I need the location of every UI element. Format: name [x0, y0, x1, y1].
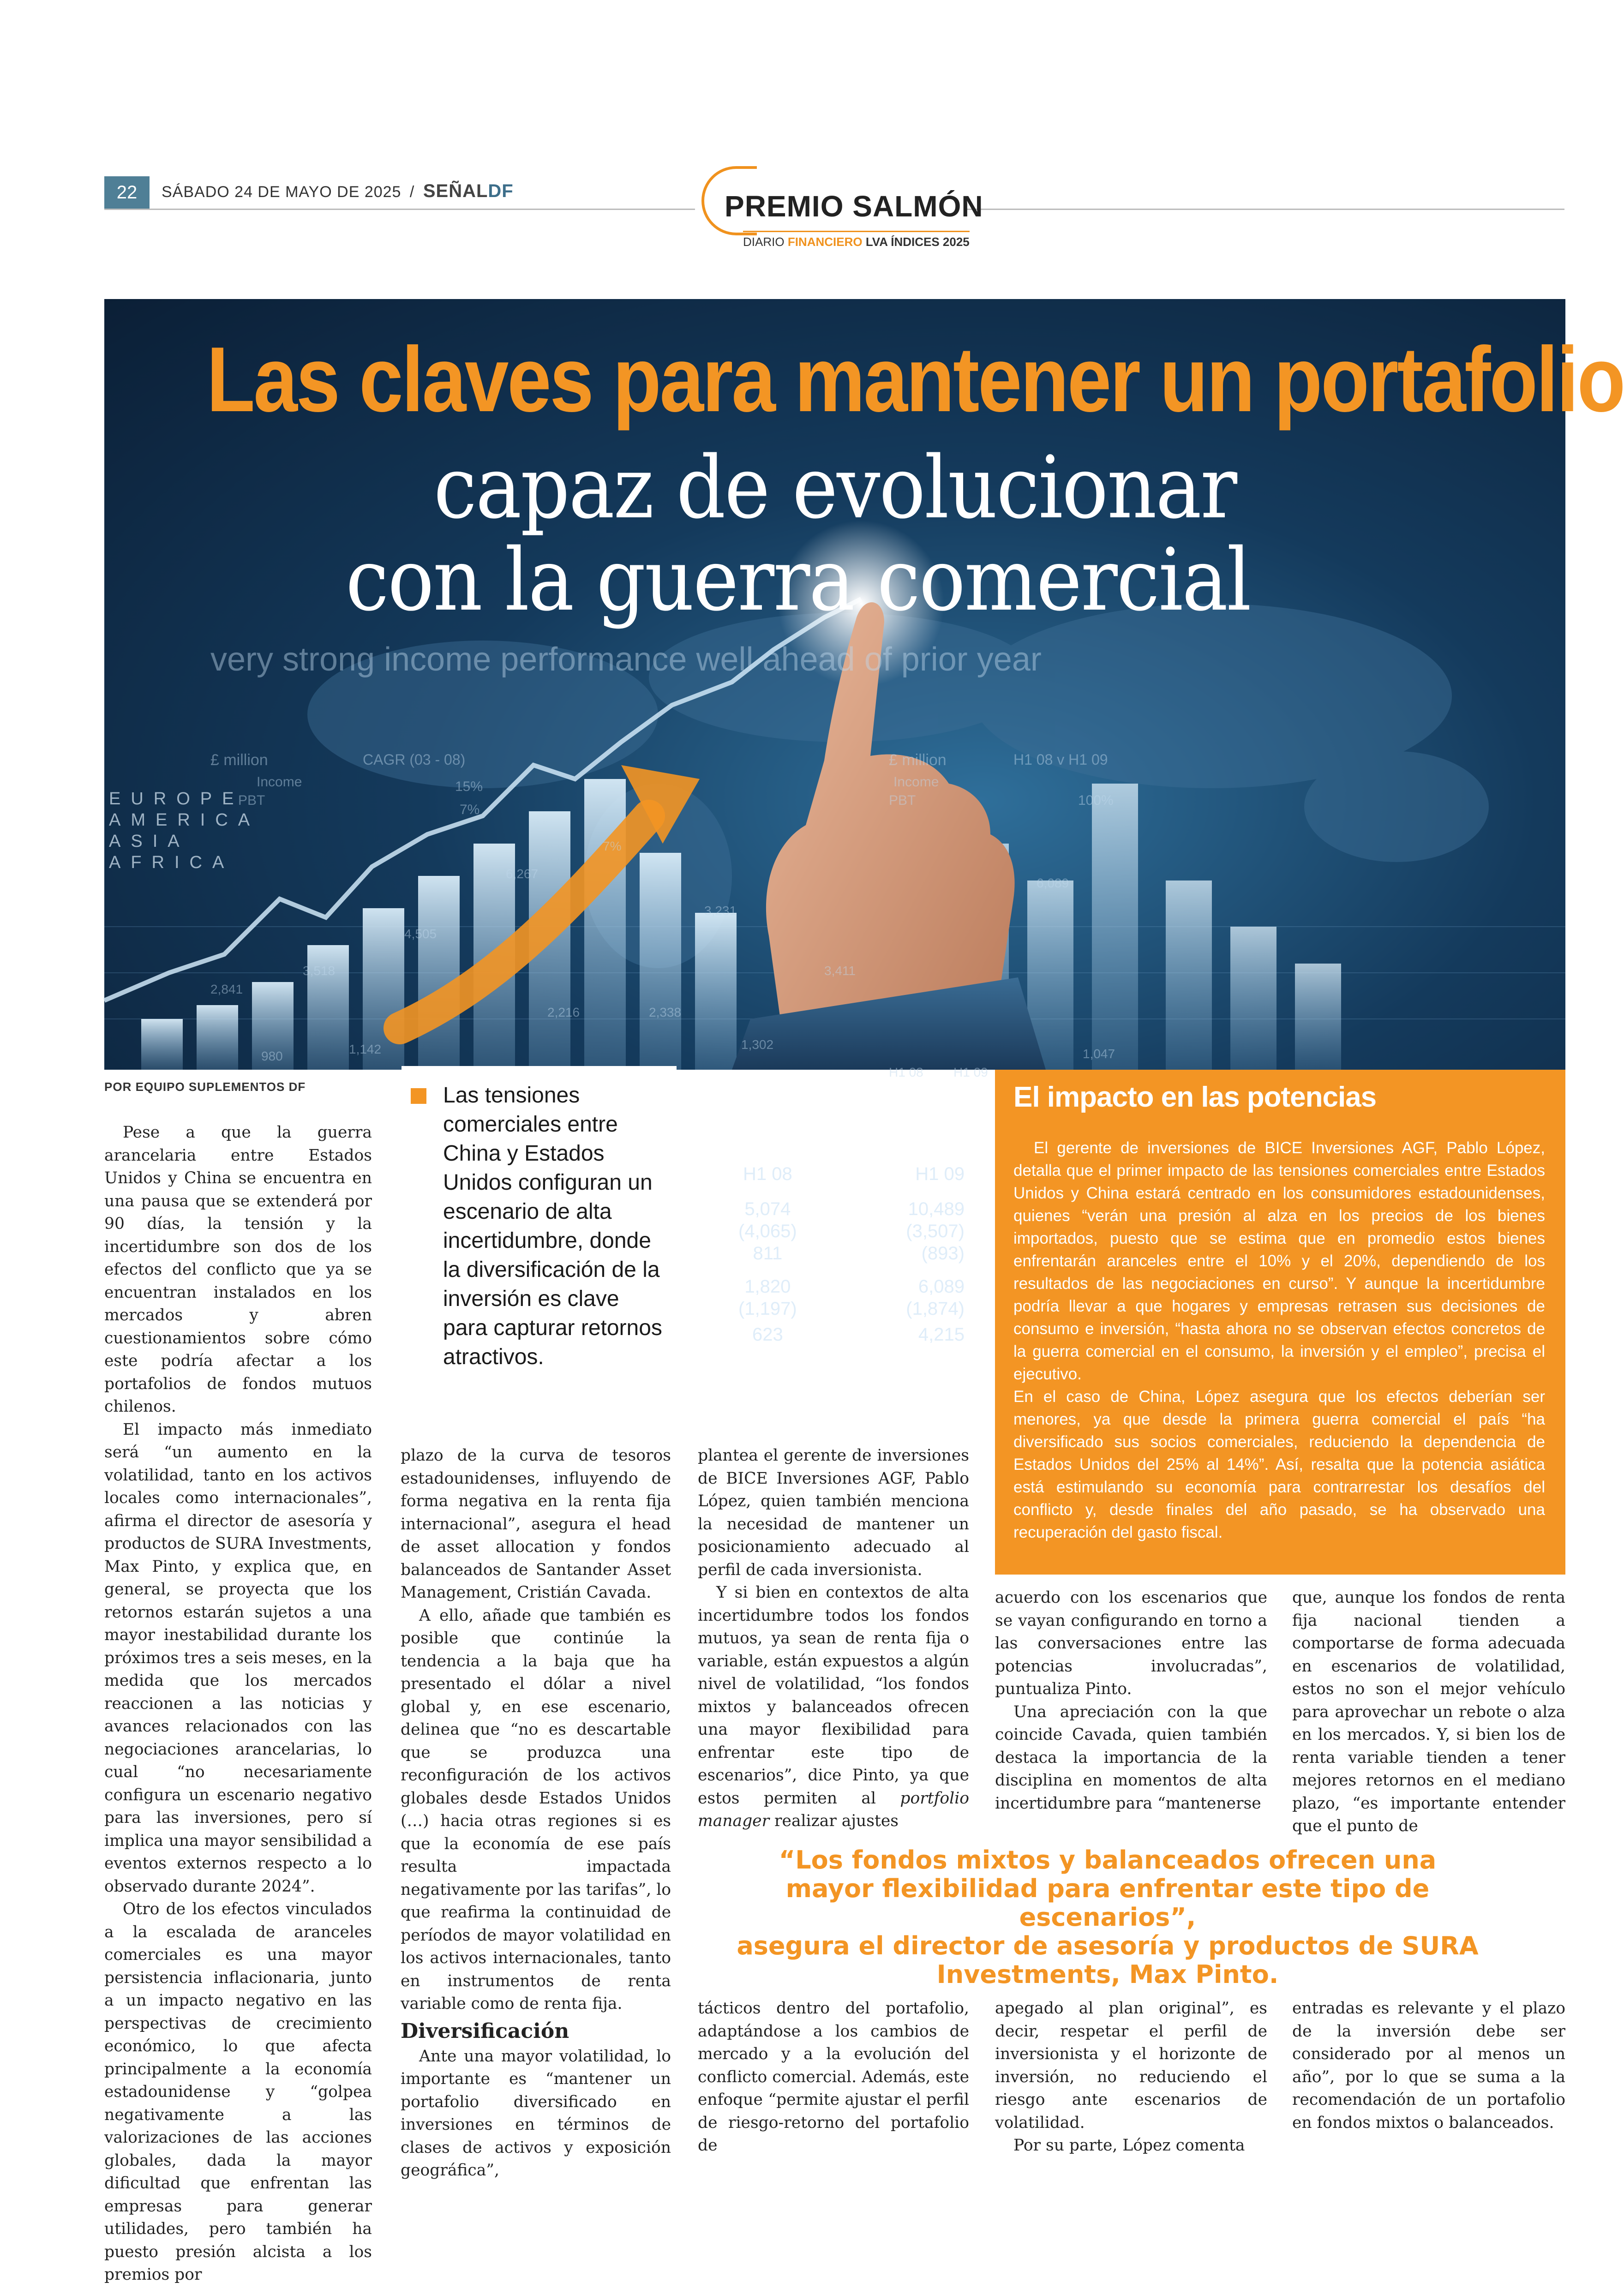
chart-label: 1,142 — [349, 1042, 382, 1056]
section-df: DF — [488, 181, 514, 201]
paragraph-text: Y si bien en contextos de alta incertidumbre todos los fondos mutuos, ya sean de renta fija o variable, están expuestos a algún nivel de volatilidad, “los fondos mixtos y balanceados ofrecen una mayor flexibilidad para enfrentar este tipo de escenarios”, dice Pinto, ya que estos permiten al — [698, 1583, 969, 1808]
table-cell: (4,065) — [738, 1221, 797, 1241]
paragraph-text: realizar ajustes — [769, 1812, 899, 1830]
table-column-h109 — [906, 1163, 965, 1346]
paragraph: acuerdo con los escenarios que se vayan configurando en torno a las conversaciones entre las potencias involucradas”, puntualiza Pinto. — [995, 1588, 1267, 1698]
header-rule-right — [965, 209, 1564, 210]
sidebar-paragraph: En el caso de China, López asegura que los efectos deberían ser menores, ya que desde la primera guerra comercial el país “ha diversificado sus socios comerciales, reduciendo la dependencia de Estados Unidos del 25% al 14%”. Así, resalta que la potencia asiática está estimulando su economía para contrarrestar los desafíos del conflicto y, desde finales del año pasado, se ha observado una recuperación del gasto fiscal. — [1013, 1388, 1545, 1541]
chart-label: £ million — [889, 751, 947, 769]
table-cell: 1,820 — [744, 1276, 791, 1297]
issue-date: SÁBADO 24 DE MAYO DE 2025 — [162, 183, 402, 201]
paragraph — [698, 1581, 969, 1833]
paragraph: El impacto más inmediato será “un aumento en la volatilidad, tanto en los activos locales como internacionales”, afirma el director de asesoría y productos de SURA Investments, Max Pinto, y explica que, en general, se proyecta que los retornos estarán sujetos a una mayor inestabilidad durante los próximos tres a seis meses, en la medida que los mercados reaccionen a las noticias y avances relacionados con las negociaciones arancelarias, lo cual “no necesariamente configura un escenario negativo para las inversiones, pero sí implica una mayor sensibilidad a eventos externos respecto a lo observado durante 2024”. — [104, 1420, 372, 1896]
chart-label: H1 08 — [889, 1065, 923, 1079]
table-cell: (893) — [921, 1243, 965, 1264]
paragraph: Una apreciación con la que coincide Cavada, quien también destaca la importancia de la disciplina en momentos de alta incertidumbre para “mantenerse — [995, 1702, 1267, 1813]
paragraph: Por su parte, López comenta — [1013, 2136, 1245, 2155]
sidebar-box — [995, 1070, 1565, 1575]
premio-financiero: FINANCIERO — [787, 235, 863, 249]
region-labels — [109, 788, 260, 873]
headline-line-3: con la guerra comercial — [345, 530, 1251, 630]
chart-label: 4,505 — [404, 927, 437, 941]
section-brand — [423, 181, 514, 201]
article-column-5-lower — [1292, 1997, 1565, 2134]
paragraph: Otro de los efectos vinculados a la escalada de aranceles comerciales es una mayor persistencia inflacionaria, junto a un impacto negativo en las perspectivas de crecimiento económico, lo que afecta principalmente a la economía estadounidense y “golpea negativamente a las valorizaciones de las acciones globales, dada la mayor dificultad que enfrentan las empresas para generar utilidades, pero también ha puesto presión alcista a los premios por — [104, 1900, 372, 2284]
header-rule-left — [104, 209, 695, 210]
header-separator: / — [409, 183, 415, 201]
quote-line: asegura el director de asesoría y productos de SURA — [737, 1931, 1479, 1960]
chart-label: 100% — [1078, 793, 1114, 808]
chart-label: 3,518 — [303, 964, 336, 978]
article-column-4 — [995, 1587, 1267, 1815]
section-name: SEÑAL — [423, 181, 488, 201]
chart-label: CAGR (03 - 08) — [363, 751, 466, 768]
chart-label: 3,231 — [704, 904, 737, 918]
quote-line: mayor flexibilidad para enfrentar este tipo de escenarios”, — [785, 1874, 1430, 1932]
article-column-2 — [401, 1444, 671, 2182]
paragraph: apegado al plan original”, es decir, respetar el perfil de inversionista y el horizonte de inversión, no reduciendo el riesgo ante escenarios de volatilidad. — [995, 1999, 1267, 2132]
table-column-h108 — [738, 1163, 797, 1346]
region-africa: AFRICA — [109, 853, 234, 872]
header-dateline — [162, 181, 514, 202]
headline-line-1: Las claves para mantener un portafolio — [206, 328, 1624, 431]
chart-label: PBT — [238, 793, 265, 808]
chart-label: 980 — [261, 1049, 283, 1063]
pullquote-marker — [411, 1088, 426, 1104]
paragraph: plantea el gerente de inversiones de BICE Inversiones AGF, Pablo López, quien también menciona la necesidad de mantener un posicionamiento adecuado al perfil de cada inversionista. — [698, 1446, 969, 1579]
region-america: AMERICA — [109, 810, 260, 830]
paragraph: entradas es relevante y el plazo de la inversión debe ser considerado por al menos un año”, por lo que se suma a la recomendación de un portafolio en fondos mixtos o balanceados. — [1292, 1999, 1565, 2132]
chart-label: H1 09 — [953, 1065, 988, 1079]
article-column-4-lower — [995, 1997, 1267, 2157]
article-column-3-lower — [698, 1997, 969, 2157]
page-number: 22 — [104, 176, 150, 209]
chart-label: 1,302 — [741, 1037, 774, 1052]
chart-label: 7% — [460, 802, 480, 817]
chart-label: 6,267 — [506, 867, 539, 881]
sidebar-paragraph: El gerente de inversiones de BICE Inversiones AGF, Pablo López, detalla que el primer impacto de las tensiones comerciales entre Estados Unidos y China estará centrado en los consumidores estadounidenses, quienes “verán una presión al alza en los precios de los bienes importados, puesto que se estima que en promedio estos bienes enfrentarán aranceles entre el 10% y el 20%, dependiendo de los resultados de las negociaciones en curso”. Y aunque la incertidumbre podría llevar a que hogares y empresas retrasen sus decisiones de consumo e inversión, “hasta ahora no se observan efectos concretos de la guerra comercial en el consumo, la inversión y el empleo”, precisa el ejecutivo. — [1013, 1139, 1545, 1383]
paragraph: plazo de la curva de tesoros estadounidenses, influyendo de forma negativa en la renta fija internacional”, asegura el head de asset allocation y fondos balanceados de Santander Asset Management, Cristián Cavada. — [401, 1446, 671, 1602]
table-cell: 5,074 — [744, 1199, 791, 1219]
article-column-3 — [698, 1444, 969, 1833]
paragraph: A ello, añade que también es posible que continúe la tendencia a la baja que ha presentado el dólar a nivel global y, en ese escenario, delinea que “no es descartable que se produzca una reconfiguración de los activos globales desde Estados Unidos (…) hacia otras regiones si es que la economía de ese país resulta impactada negativamente por las tarifas”, lo que reafirma la continuidad de períodos de mayor volatilidad en los activos internacionales, tanto en instrumentos de renta variable como de renta fija. — [401, 1606, 671, 2013]
sidebar-title: El impacto en las potencias — [1013, 1081, 1377, 1113]
table-cell: 623 — [752, 1324, 783, 1345]
chart-label: £ million — [210, 751, 268, 769]
chart-label: H1 08 v H1 09 — [1013, 751, 1108, 768]
table-cell: (3,507) — [906, 1221, 965, 1241]
highlight-quote — [697, 1846, 1518, 1989]
chart-label: 7% — [603, 839, 622, 853]
table-cell: 811 — [753, 1243, 783, 1264]
chart-label: 15% — [455, 779, 483, 794]
subheading-diversificacion: Diversificación — [401, 2019, 569, 2043]
pullquote-box — [402, 1066, 677, 1417]
premio-diario: DIARIO — [743, 235, 785, 249]
region-europe: EUROPE — [109, 789, 244, 809]
chart-label: PBT — [889, 793, 916, 808]
chart-label: 2,841 — [210, 982, 243, 996]
article-column-1 — [104, 1121, 372, 2287]
chart-label: 6,089 — [1037, 876, 1069, 890]
chart-label: 1,047 — [1083, 1047, 1115, 1061]
table-cell: (1,874) — [906, 1299, 965, 1319]
table-cell: H1 08 — [743, 1164, 792, 1184]
chart-label: Income — [893, 774, 939, 790]
headline-line-2: capaz de evolucionar — [433, 437, 1236, 538]
chart-label: 2,216 — [547, 1005, 580, 1019]
quote-line: “Los fondos mixtos y balanceados ofrecen una — [779, 1845, 1437, 1875]
table-cell: (1,197) — [738, 1299, 797, 1319]
chart-label: Income — [257, 774, 302, 790]
table-cell: H1 09 — [915, 1164, 965, 1184]
paragraph: Pese a que la guerra arancelaria entre Estados Unidos y China se encuentra en una pausa que se extenderá por 90 días, la tensión y la incertidumbre son dos de los efectos del conflicto que ya se encuentran instalados en los mercados y abren cuestionamientos sobre cómo este podría afectar a los portafolios de fondos mutuos chilenos. — [104, 1123, 372, 1416]
chart-label: 2,338 — [649, 1005, 682, 1019]
premio-salmon-title: PREMIO SALMÓN — [725, 190, 983, 223]
region-asia: ASIA — [109, 832, 190, 851]
premio-lva: LVA ÍNDICES 2025 — [865, 235, 970, 249]
byline: POR EQUIPO SUPLEMENTOS DF — [104, 1080, 306, 1094]
paragraph: tácticos dentro del portafolio, adaptándose a los cambios de mercado y a la evolución del conflicto comercial. Además, este enfoque “permite ajustar el perfil de riesgo-retorno del portafolio de — [698, 1999, 969, 2155]
table-cell: 10,489 — [908, 1199, 965, 1219]
hero-background-text: very strong income performance well ahead of prior year — [210, 641, 1042, 678]
hero-image — [104, 299, 1624, 1079]
chart-label: 3,411 — [824, 964, 856, 978]
table-cell: 4,215 — [918, 1324, 965, 1345]
premio-salmon-subtitle — [743, 231, 970, 249]
pullquote-text: Las tensiones comerciales entre China y Estados Unidos configuran un escenario de alta incertidumbre, donde la diversificación de la inversión es clave para capturar retornos atractivos. — [443, 1083, 662, 1369]
paragraph-emphasis: portfolio manager — [698, 1789, 969, 1830]
table-cell: 6,089 — [918, 1276, 965, 1297]
quote-line: Investments, Max Pinto. — [936, 1960, 1279, 1989]
hero-data-table — [738, 1163, 965, 1346]
article-column-5 — [1292, 1587, 1565, 1838]
paragraph: que, aunque los fondos de renta fija nacional tienden a comportarse de forma adecuada en escenarios de volatilidad, estos no son el mejor vehículo para aprovechar un rebote o alza en los mercados. Y, si bien los de renta variable tienden a tener mejores retornos en el mediano plazo, “es importante entender que el punto de — [1292, 1588, 1565, 1835]
paragraph: Ante una mayor volatilidad, lo importante es “mantener un portafolio diversificado en inversiones en términos de clases de activos y exposición geográfica”, — [401, 2047, 671, 2180]
